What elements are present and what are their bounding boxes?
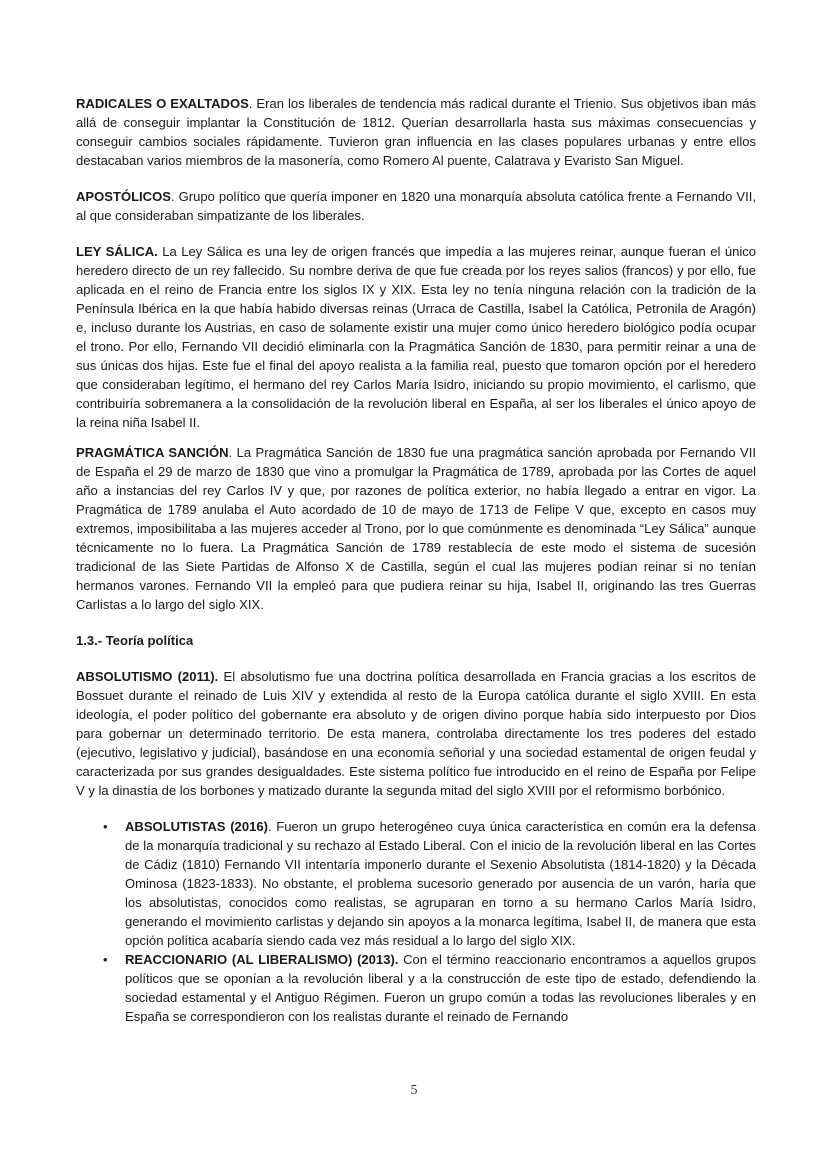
text-pragmatica: . La Pragmática Sanción de 1830 fue una pragmática sanción aprobada por Fernando VII de España el 29 de marzo de 1830 que vino a promulgar la Pragmática de 1789, aprobada por las Cortes de aquel año a instancias del rey Carlos IV y que, por razones de política exterior, no había llegado a entrar en vigor. La Pragmática de 1789 anulaba el Auto acordado de 10 de mayo de 1713 de Felipe V que, excepto en casos muy extremos, imposibilitaba a las mujeres acceder al Trono, por lo que comúnmente es denominada “Ley Sálica” aunque técnicamente no lo fuera. La Pragmática Sanción de 1789 restablecía de este modo el sistema de sucesión tradicional de las Siete Partidas de Alfonso X de Castilla, según el cual las mujeres podían reinar si no tenían hermanos varones. Fernando VII la empleó para que pudiera reinar su hija, Isabel II, originando las tres Guerras Carlistas a lo largo del siglo XIX. <box>76 445 756 612</box>
bullet-icon: • <box>103 819 108 834</box>
term-absolutismo: ABSOLUTISMO (2011). <box>76 669 219 684</box>
text-radicales: . Eran los liberales de tendencia más radical durante el Trienio. Sus objetivos iban más allá de conseguir implantar la Constitución de 1812. Querían desarrollarla hasta sus máximas consecuencias y conseguir cambios sociales rápidamente. Tuvieron gran influencia en las clases populares urbanas y entre ellos destacaban varios miembros de la masonería, como Romero Al puente, Calatrava y Evaristo San Miguel. <box>76 96 756 168</box>
bullet-icon: • <box>103 952 108 967</box>
term-reaccionario: REACCIONARIO (AL LIBERALISMO) (2013). <box>125 952 399 967</box>
document-page <box>76 94 756 1026</box>
bullet-list <box>76 817 756 1026</box>
term-radicales: RADICALES O EXALTADOS <box>76 96 249 111</box>
paragraph-apostolicos <box>76 187 756 225</box>
paragraph-ley-salica <box>76 242 756 432</box>
term-pragmatica: PRAGMÁTICA SANCIÓN <box>76 445 229 460</box>
list-item <box>76 950 756 1026</box>
term-apostolicos: APOSTÓLICOS <box>76 189 171 204</box>
text-reaccionario: Con el término reaccionario encontramos a aquellos grupos políticos que se oponían a la revolución liberal y a la construcción de este tipo de estado, defendiendo la sociedad estamental y el Antiguo Régimen. Fueron un grupo común a todas las revoluciones liberales y en España se correspondieron con los realistas durante el reinado de Fernando <box>125 952 756 1024</box>
text-absolutistas: . Fueron un grupo heterogéneo cuya única característica en común era la defensa de la monarquía tradicional y su rechazo al Estado Liberal. Con el inicio de la revolución liberal en las Cortes de Cádiz (1810) Fernando VII intentaría imponerlo durante el Sexenio Absolutista (1814-1820) y la Década Ominosa (1823-1833). No obstante, el problema sucesorio generado por ausencia de un varón, haría que los absolutistas, conocidos como realistas, se agruparan en torno a su hermano Carlos María Isidro, generando el movimiento carlistas y dejando sin apoyos a la monarca legítima, Isabel II, de manera que esta opción política acabaría siendo cada vez más residual a lo largo del siglo XIX. <box>125 819 756 948</box>
text-absolutismo: El absolutismo fue una doctrina política desarrollada en Francia gracias a los escritos de Bossuet durante el reinado de Luis XIV y extendida al resto de la Europa católica durante el siglo XVIII. En esta ideología, el poder político del gobernante era absoluto y de origen divino porque había sido interpuesto por Dios para gobernar un determinado territorio. De esta manera, controlaba directamente los tres poderes del estado (ejecutivo, legislativo y judicial), basándose en una economía señorial y una sociedad estamental de origen feudal y caracterizada por sus grandes desigualdades. Este sistema político fue introducido en el reino de España por Felipe V y la dinastía de los borbones y matizado durante la segunda mitad del siglo XVIII por el reformismo borbónico. <box>76 669 756 798</box>
text-apostolicos: . Grupo político que quería imponer en 1820 una monarquía absoluta católica frente a Fernando VII, al que consideraban simpatizante de los liberales. <box>76 189 756 223</box>
term-absolutistas: ABSOLUTISTAS (2016) <box>125 819 268 834</box>
paragraph-pragmatica <box>76 443 756 614</box>
text-ley-salica: La Ley Sálica es una ley de origen francés que impedía a las mujeres reinar, aunque fueran el único heredero directo de un rey fallecido. Su nombre deriva de que fue creada por los reyes salios (francos) y por ello, fue aplicada en el reino de Francia entre los siglos IX y XIX. Esta ley no tenía ninguna relación con la tradición de la Península Ibérica en la que había habido diversas reinas (Urraca de Castilla, Isabel la Católica, Petronila de Aragón) e, incluso durante los Austrias, en caso de solamente existir una mujer como único heredero biológico podía ocupar el trono. Por ello, Fernando VII decidió eliminarla con la Pragmática Sanción de 1830, para permitir reinar a una de sus únicas dos hijas. Este fue el final del apoyo realista a la familia real, puesto que tomaron opción por el heredero que consideraban legítimo, el hermano del rey Carlos María Isidro, iniciando su propio movimiento, el carlismo, que contribuiría sobremanera a la consolidación de la revolución liberal en España, al ser los liberales el único apoyo de la reina niña Isabel II. <box>76 244 757 430</box>
page-number: 5 <box>410 1083 418 1098</box>
term-ley-salica: LEY SÁLICA. <box>76 244 158 259</box>
paragraph-radicales <box>76 94 756 170</box>
paragraph-absolutismo <box>76 667 756 800</box>
list-item <box>76 817 756 950</box>
section-heading: 1.3.- Teoría política <box>76 633 194 648</box>
